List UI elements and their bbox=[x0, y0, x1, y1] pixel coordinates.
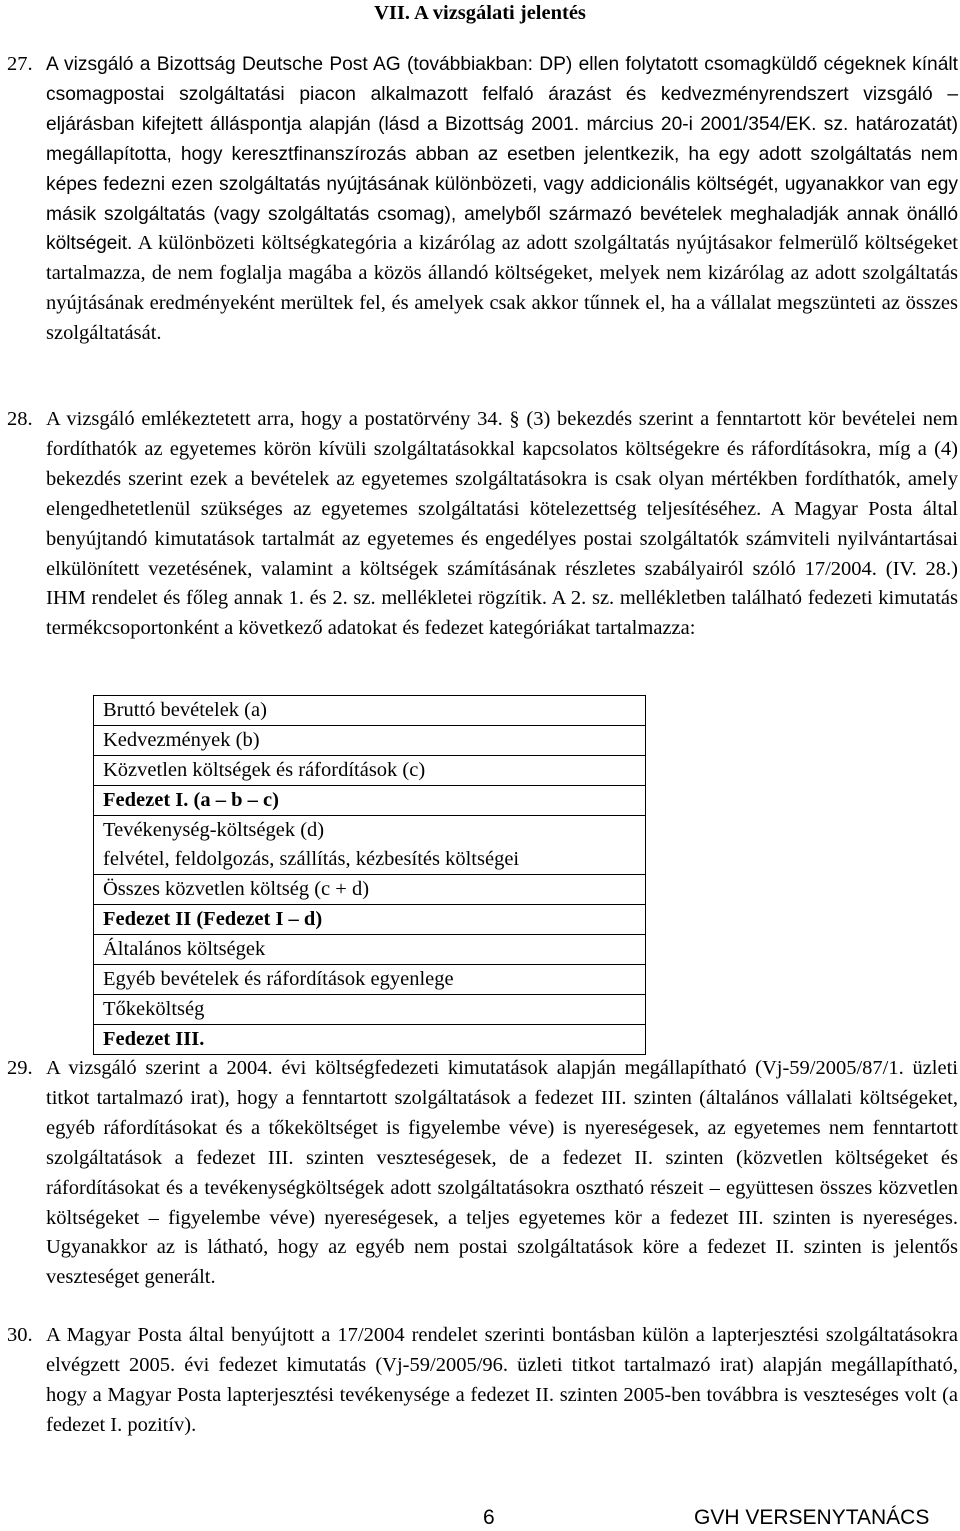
paragraph-28 bbox=[0, 405, 958, 644]
table-cell: Fedezet III. bbox=[94, 1025, 646, 1055]
fedezet-table bbox=[93, 695, 646, 1055]
paragraph-text: A Magyar Posta által benyújtott a 17/2004 rendelet szerinti bontásban külön a lapterjesztési szolgáltatásokra elvégzett 2005. évi fedezet kimutatás (Vj-59/2005/96. üzleti titkot tartalmazó irat) alapján megállapítható, hogy a Magyar Posta lapterjesztési tevékenysége a fedezet II. szinten 2005-ben továbbra is veszteséges volt (a fedezet I. pozitív). bbox=[46, 1324, 958, 1436]
paragraph-number: 27. bbox=[7, 53, 33, 75]
paragraph-text: A vizsgáló emlékeztetett arra, hogy a postatörvény 34. § (3) bekezdés szerint a fenntartott kör bevételei nem fordíthatók az egyetemes körön kívüli szolgáltatásokkal kapcsolatos költségekre és ráfordításokra, míg a (4) bekezdés szerint ezek a bevételek az egyetemes szolgáltatásokra is csak olyan mértékben fordíthatók, amely elengedhetetlenül szükséges az egyetemes szolgáltatási kötelezettség teljesítéséhez. A Magyar Posta által benyújtandó kimutatások tartalmát az egyetemes és engedélyes postai szolgáltatók számviteli nyilvántartásai elkülönített vezetésének, valamint a költségek számításának részletes szabályairól szóló 17/2004. (IV. 28.) IHM rendelet és főleg annak 1. és 2. sz. mellékletei rögzítik. A 2. sz. mellékletben található fedezeti kimutatás termékcsoportonként a következő adatokat és fedezet kategóriákat tartalmazza: bbox=[46, 408, 958, 640]
paragraph-number: 30. bbox=[7, 1324, 33, 1346]
table-cell: Egyéb bevételek és ráfordítások egyenlege bbox=[94, 965, 646, 995]
table-row bbox=[94, 1025, 646, 1055]
paragraph-text: A vizsgáló szerint a 2004. évi költségfedezeti kimutatások alapján megállapítható (Vj-59/2005/87/1. üzleti titkot tartalmazó irat), hogy a fenntartott szolgáltatások a fedezet III. szinten (általános vállalati költségeket, egyéb ráfordításokat és a tőkeköltséget is figyelembe véve) is nyereségesek, az egyetemes nem fenntartott szolgáltatások a fedezet III. szinten veszteségesek, de a fedezet II. szinten (közvetlen költségeket és ráfordításokat és a tevékenységköltségek adott szolgáltatásokra osztható részeit – együttesen összes közvetlen költségeket – figyelembe véve) nyereségesek, a teljes egyetemes kör a fedezet III. szinten is nyereséges. Ugyanakkor az is látható, hogy az egyéb nem postai szolgáltatások köre a fedezet II. szinten is jelentős veszteséget generált. bbox=[46, 1057, 958, 1289]
paragraph-text-serif: A különbözeti költségkategória a kizárólag az adott szolgáltatás nyújtásakor felmerülő költségeket tartalmazza, de nem foglalja magába a közös állandó költségeket, melyek nem kizárólag az adott szolgáltatás nyújtásának eredményeként merültek fel, és amelyek csak akkor tűnnek el, ha a vállalat megszünteti az összes szolgáltatását. bbox=[46, 232, 958, 345]
paragraph-number: 29. bbox=[7, 1057, 33, 1079]
table-cell-line: Tevékenység-költségek (d) bbox=[103, 819, 325, 841]
paragraph-number: 28. bbox=[7, 408, 33, 430]
table-cell: Tőkeköltség bbox=[94, 995, 646, 1025]
table-cell-line: felvétel, feldolgozás, szállítás, kézbesítés költségei bbox=[103, 848, 520, 870]
footer-organization: GVH VERSENYTANÁCS bbox=[694, 1506, 930, 1529]
paragraph-30 bbox=[0, 1321, 958, 1441]
table-cell: Kedvezmények (b) bbox=[94, 726, 646, 756]
table-cell: Közvetlen költségek és ráfordítások (c) bbox=[94, 756, 646, 786]
table-cell: Bruttó bevételek (a) bbox=[94, 696, 646, 726]
table-row bbox=[94, 995, 646, 1025]
paragraph-text-sans: A vizsgáló a Bizottság Deutsche Post AG (továbbiakban: DP) ellen folytatott csomagküldő cégeknek kínált csomagpostai szolgáltatási piacon alkalmazott felfaló árazást és kedvezményrendszert vizsgáló – eljárásban kifejtett álláspontja alapján (lásd a Bizottság 2001. március 20-i 2001/354/EK. sz. határozatát) megállapította, hogy keresztfinanszírozás abban az esetben jelentkezik, ha egy adott szolgáltatás nem képes fedezni ezen szolgáltatás nyújtásának különbözeti, vagy addicionális költségét, ugyanakkor van egy másik szolgáltatás (vagy szolgáltatás csomag), amelyből származó bevételek meghaladják annak önálló költségeit. bbox=[46, 54, 958, 255]
page-number: 6 bbox=[483, 1506, 495, 1529]
table-row bbox=[94, 726, 646, 756]
table-row bbox=[94, 696, 646, 726]
paragraph-29 bbox=[0, 1054, 958, 1293]
table-row bbox=[94, 965, 646, 995]
table-row bbox=[94, 905, 646, 935]
paragraph-text bbox=[46, 50, 958, 349]
table-cell: Általános költségek bbox=[94, 935, 646, 965]
table-row bbox=[94, 875, 646, 905]
table-row bbox=[94, 756, 646, 786]
table-cell: Összes közvetlen költség (c + d) bbox=[94, 875, 646, 905]
section-heading: VII. A vizsgálati jelentés bbox=[374, 2, 586, 24]
table-row bbox=[94, 816, 646, 875]
table-cell bbox=[94, 816, 646, 875]
table-cell: Fedezet I. (a – b – c) bbox=[94, 786, 646, 816]
table-row bbox=[94, 935, 646, 965]
table-row bbox=[94, 786, 646, 816]
paragraph-27 bbox=[0, 50, 958, 349]
table-cell: Fedezet II (Fedezet I – d) bbox=[94, 905, 646, 935]
